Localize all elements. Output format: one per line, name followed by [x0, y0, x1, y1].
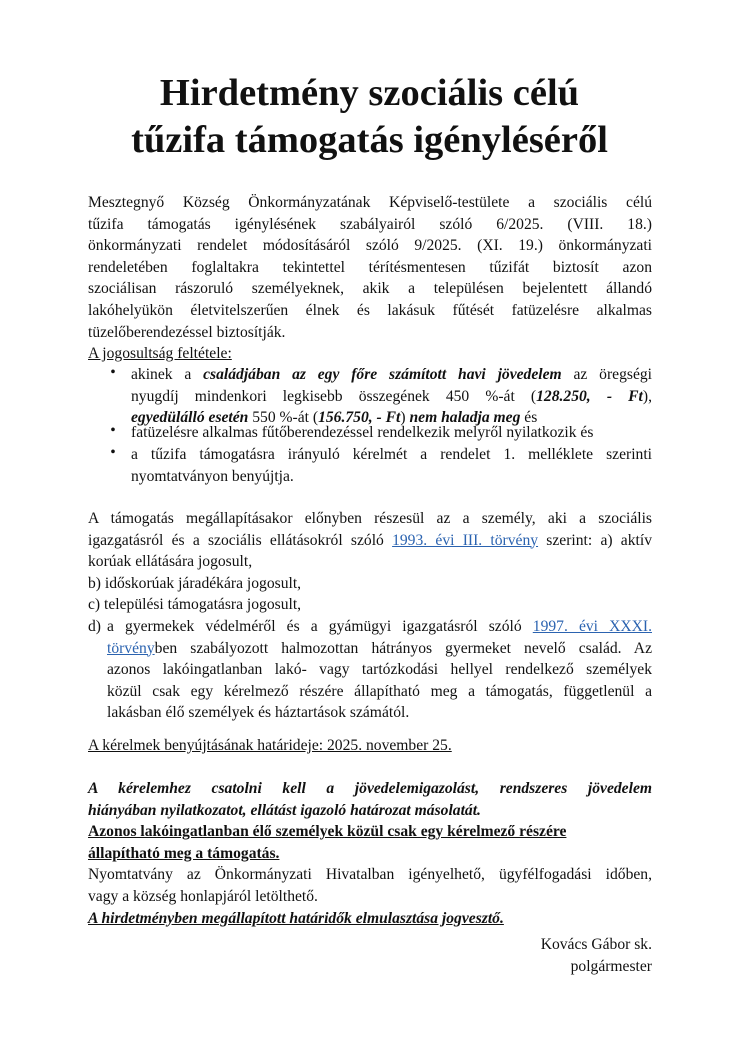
- intro-line: tűzifa támogatás igénylésének szabályairól szóló 6/2025. (VIII. 18.): [88, 215, 652, 233]
- law-1997-link[interactable]: 1997. évi XXXI.: [532, 618, 652, 635]
- attachment-paragraph: [88, 778, 652, 929]
- condition-text: akinek a: [131, 366, 204, 383]
- priority-line: korúak ellátására jogosult,: [88, 553, 253, 571]
- intro-line: rendeletében foglaltakra tekintettel térítésmentesen tűzifát biztosít azon: [88, 258, 652, 276]
- attachment-line: A kérelemhez csatolni kell a jövedelemigazolást, rendszeres jövedelem: [88, 780, 652, 797]
- condition-text: az öregségi: [561, 366, 652, 383]
- condition-line: nyomtatványon benyújtja.: [131, 467, 294, 485]
- page-title: [40, 70, 699, 164]
- condition-emphasis: nem haladja meg: [409, 409, 521, 427]
- priority-d-line: [107, 616, 652, 638]
- form-line: Nyomtatvány az Önkormányzati Hivatalban igényelhető, ügyfélfogadási időben,: [88, 866, 652, 884]
- form-line: vagy a község honlapjáról letölthető.: [88, 887, 318, 905]
- deadline-text: A kérelmek benyújtásának határideje: 2025. november 25.: [88, 737, 452, 754]
- intro-line: Mesztegnyő Község Önkormányzatának Képviselő-testülete a szociális célú: [88, 194, 652, 211]
- condition-text: ): [400, 409, 410, 427]
- attachment-line: hiányában nyilatkozatot, ellátást igazoló határozat másolatát.: [88, 801, 481, 819]
- bullet-icon: •: [110, 364, 116, 381]
- priority-d-line: lakásban élő személyek és háztartások számától.: [107, 704, 410, 722]
- deadline-line: [88, 735, 652, 757]
- condition-item-income: [131, 364, 652, 429]
- condition-item-application: [131, 444, 652, 487]
- priority-d-line: [107, 638, 652, 660]
- condition-amount: 156.750, - Ft: [318, 409, 401, 427]
- title-line-1: Hirdetmény szociális célú: [159, 72, 580, 114]
- bullet-icon: •: [110, 444, 116, 461]
- condition-line: fatüzelésre alkalmas fűtőberendezéssel rendelkezik melyről nyilatkozik és: [131, 424, 594, 441]
- condition-item-heating: [131, 422, 652, 444]
- priority-line: A támogatás megállapításakor előnyben részesül az a személy, aki a szociális: [88, 510, 652, 527]
- condition-text: 550 %-át (: [248, 409, 319, 427]
- priority-item-c: c) települési támogatásra jogosult,: [88, 596, 302, 614]
- priority-item-d: [107, 616, 652, 724]
- condition-line: [131, 364, 652, 386]
- intro-line: önkormányzati rendelet módosításáról szóló 9/2025. (XI. 19.) önkormányzati: [88, 237, 652, 255]
- same-property-line: állapítható meg a támogatás.: [88, 844, 280, 862]
- bullet-icon: •: [110, 422, 116, 439]
- signature-block: [541, 934, 652, 977]
- priority-d-line: közül csak egy kérelmező részére állapítható meg a támogatás, függetlenül a: [107, 682, 652, 700]
- priority-text: ben szabályozott halmozottan hátrányos gyermeket nevelő család. Az: [154, 639, 652, 657]
- condition-line: a tűzifa támogatásra irányuló kérelmét a rendelet 1. melléklete szerinti: [131, 446, 652, 463]
- intro-line: szociálisan rászoruló személyeknek, akik a településen bejelentett állandó: [88, 280, 652, 298]
- conditions-heading: A jogosultság feltétele:: [88, 345, 232, 363]
- law-1997-link[interactable]: törvény: [107, 639, 155, 657]
- intro-line: tüzelőberendezéssel biztosítják.: [88, 323, 286, 341]
- priority-text: a gyermekek védelméről és a gyámügyi igazgatásról szóló: [107, 618, 533, 635]
- condition-text: nyugdíj mindenkori legkisebb összegének 450 %-át (: [131, 387, 537, 405]
- same-property-line: Azonos lakóingatlanban élő személyek közül csak egy kérelmező részére: [88, 823, 567, 841]
- condition-text: ),: [642, 387, 652, 405]
- priority-paragraph: [88, 508, 652, 616]
- condition-line: [131, 386, 652, 408]
- priority-text: szerint: a) aktív: [538, 531, 652, 549]
- intro-paragraph: [88, 192, 652, 365]
- intro-line: lakóhelyükön életvitelszerűen élnek és lakásuk fűtését fatüzelésre alkalmas: [88, 301, 652, 319]
- priority-text: igazgatásról és a szociális ellátásokról szóló: [88, 531, 393, 549]
- condition-emphasis: egyedülálló esetén: [131, 409, 249, 427]
- condition-emphasis: családjában az egy főre számított havi jövedelem: [203, 366, 562, 383]
- law-1993-link[interactable]: 1993. évi III. törvény: [392, 531, 539, 549]
- warning-line: A hirdetményben megállapított határidők elmulasztása jogvesztő.: [88, 909, 504, 927]
- priority-item-d-marker: d): [88, 618, 101, 635]
- priority-d-line: azonos lakóingatlanban lakó- vagy tartózkodási hellyel rendelkező személyek: [107, 661, 652, 679]
- condition-amount: 128.250, - Ft: [536, 387, 643, 405]
- signature-name: Kovács Gábor sk.: [540, 936, 652, 953]
- condition-text: és: [520, 409, 538, 427]
- priority-item-b: b) időskorúak járadékára jogosult,: [88, 574, 302, 592]
- signature-role: polgármester: [570, 957, 652, 975]
- priority-line: [88, 530, 652, 552]
- title-line-2: tűzifa támogatás igényléséről: [131, 119, 608, 161]
